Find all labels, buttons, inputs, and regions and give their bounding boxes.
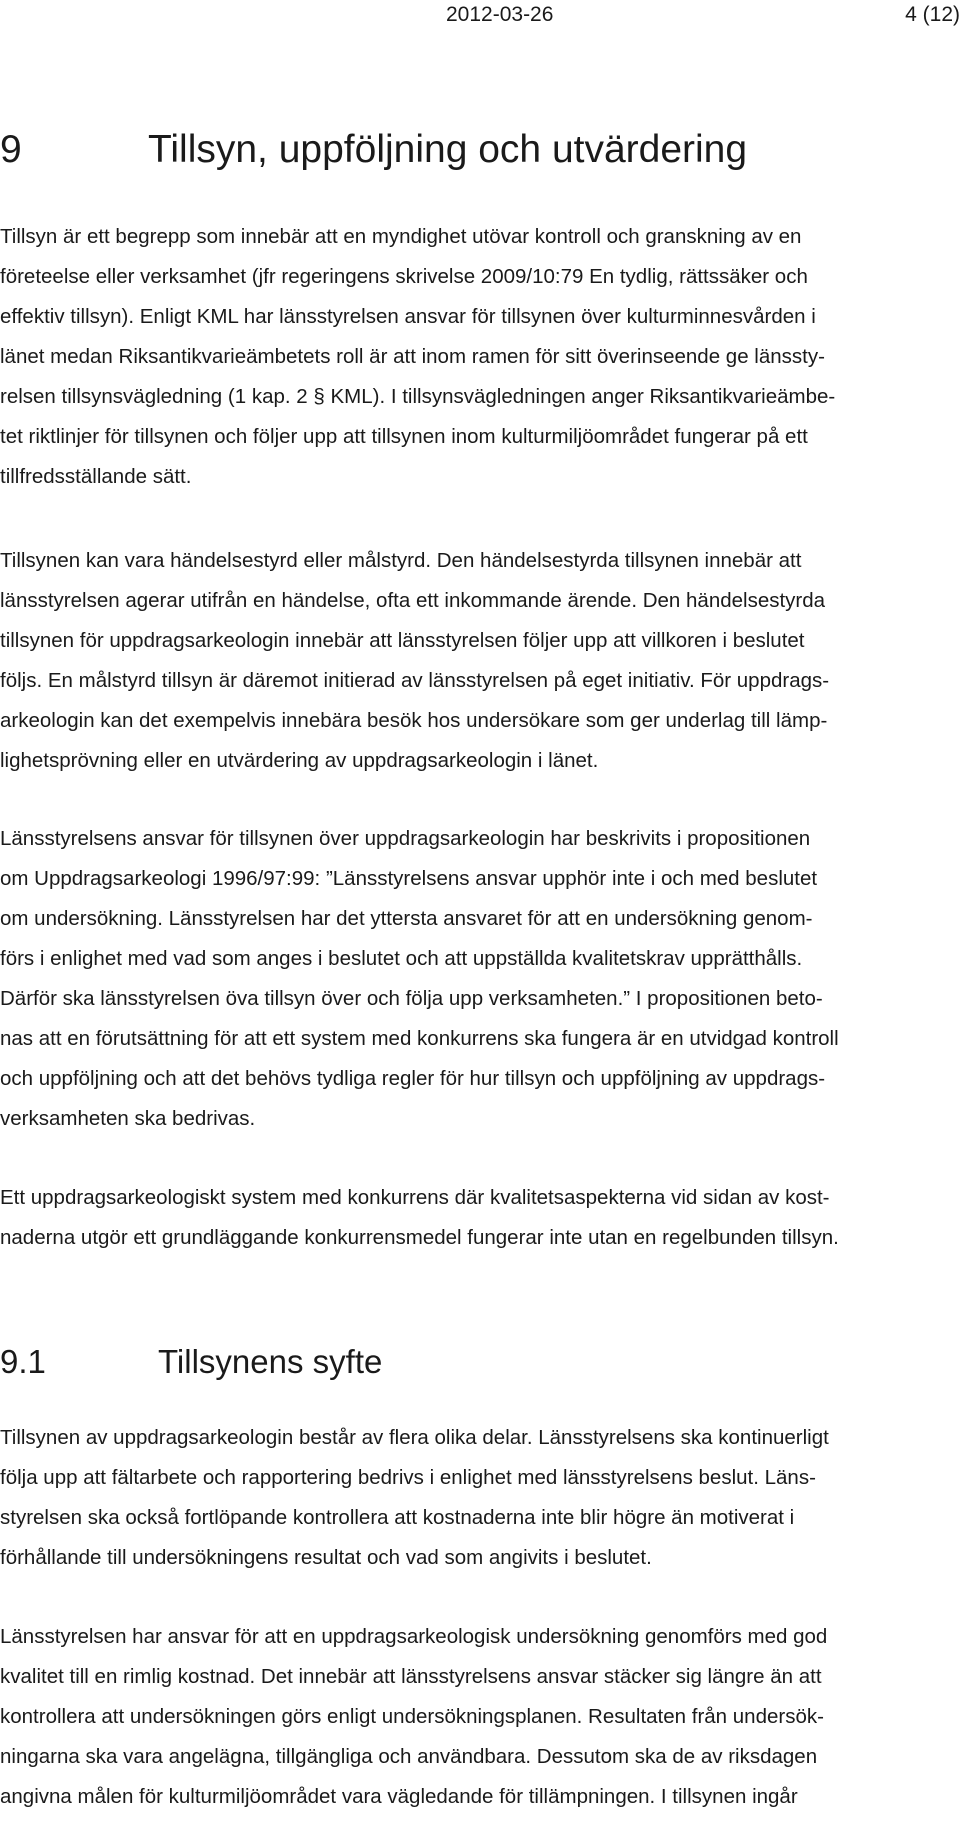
- text-line: verksamheten ska bedrivas.: [0, 1107, 256, 1130]
- document-date: 2012-03-26: [446, 3, 554, 26]
- text-line: kontrollera att undersökningen görs enligt undersökningsplanen. Resultaten från undersök-: [0, 1705, 824, 1728]
- section-number: 9: [0, 128, 22, 171]
- text-line: nas att en förutsättning för att ett system med konkurrens ska fungera är en utvidgad kontroll: [0, 1027, 839, 1050]
- paragraph: [0, 819, 960, 1139]
- subsection-title: Tillsynens syfte: [158, 1343, 383, 1380]
- text-line: länet medan Riksantikvarieämbetets roll är att inom ramen för sitt överinseende ge länssty-: [0, 345, 825, 368]
- text-line: företeelse eller verksamhet (jfr regeringens skrivelse 2009/10:79 En tydlig, rättssäker och: [0, 265, 808, 288]
- text-line: lighetsprövning eller en utvärdering av uppdragsarkeologin i länet.: [0, 749, 599, 772]
- text-line: och uppföljning och att det behövs tydliga regler för hur tillsyn och uppföljning av uppdrags-: [0, 1067, 826, 1090]
- text-line: kvalitet till en rimlig kostnad. Det innebär att länsstyrelsens ansvar stäcker sig längre än att: [0, 1665, 822, 1688]
- text-line: naderna utgör ett grundläggande konkurrensmedel fungerar inte utan en regelbunden tillsyn.: [0, 1226, 839, 1249]
- text-line: förs i enlighet med vad som anges i beslutet och att uppställda kvalitetskrav upprätthålls.: [0, 947, 803, 970]
- text-line: Ett uppdragsarkeologiskt system med konkurrens där kvalitetsaspekterna vid sidan av kost-: [0, 1186, 830, 1209]
- text-line: tillfredsställande sätt.: [0, 465, 192, 488]
- text-line: Tillsyn är ett begrepp som innebär att en myndighet utövar kontroll och granskning av en: [0, 225, 802, 248]
- paragraph: [0, 1617, 960, 1817]
- text-line: ningarna ska vara angelägna, tillgängliga och användbara. Dessutom ska de av riksdagen: [0, 1745, 818, 1768]
- subsection-number: 9.1: [0, 1343, 46, 1380]
- text-line: förhållande till undersökningens resultat och vad som angivits i beslutet.: [0, 1546, 652, 1569]
- text-line: tet riktlinjer för tillsynen och följer upp att tillsynen inom kulturmiljöområdet fungerar på ett: [0, 425, 808, 448]
- page-header: [0, 0, 960, 30]
- text-line: effektiv tillsyn). Enligt KML har länsstyrelsen ansvar för tillsynen över kulturminnesvården i: [0, 305, 816, 328]
- text-line: om undersökning. Länsstyrelsen har det yttersta ansvaret för att en undersökning genom-: [0, 907, 813, 930]
- text-line: Länsstyrelsens ansvar för tillsynen över uppdragsarkeologin har beskrivits i propositionen: [0, 827, 811, 850]
- text-line: Länsstyrelsen har ansvar för att en uppdragsarkeologisk undersökning genomförs med god: [0, 1625, 828, 1648]
- paragraph: [0, 1418, 960, 1578]
- text-line: arkeologin kan det exempelvis innebära besök hos undersökare som ger underlag till lämp-: [0, 709, 828, 732]
- text-line: länsstyrelsen agerar utifrån en händelse, ofta ett inkommande ärende. Den händelsestyrda: [0, 589, 826, 612]
- paragraph: [0, 541, 960, 781]
- text-line: relsen tillsynsvägledning (1 kap. 2 § KML). I tillsynsvägledningen anger Riksantikvarieämbe-: [0, 385, 836, 408]
- text-line: Tillsynen av uppdragsarkeologin består av flera olika delar. Länsstyrelsens ska kontinuerligt: [0, 1426, 829, 1449]
- page-number: 4 (12): [905, 3, 960, 26]
- section-title: Tillsyn, uppföljning och utvärdering: [148, 128, 748, 171]
- paragraph: [0, 1178, 960, 1258]
- text-line: följa upp att fältarbete och rapportering bedrivs i enlighet med länsstyrelsens beslut. Läns-: [0, 1466, 816, 1489]
- paragraph: [0, 217, 960, 497]
- text-line: om Uppdragsarkeologi 1996/97:99: ”Länsstyrelsens ansvar upphör inte i och med beslutet: [0, 867, 818, 890]
- text-line: Tillsynen kan vara händelsestyrd eller målstyrd. Den händelsestyrda tillsynen innebär att: [0, 549, 802, 572]
- text-line: angivna målen för kulturmiljöområdet vara vägledande för tillämpningen. I tillsynen ingår: [0, 1785, 798, 1808]
- text-line: följs. En målstyrd tillsyn är däremot initierad av länsstyrelsen på eget initiativ. För uppdrags-: [0, 669, 830, 692]
- text-line: styrelsen ska också fortlöpande kontrollera att kostnaderna inte blir högre än motiverat i: [0, 1506, 795, 1529]
- text-line: tillsynen för uppdragsarkeologin innebär att länsstyrelsen följer upp att villkoren i beslutet: [0, 629, 805, 652]
- text-line: Därför ska länsstyrelsen öva tillsyn över och följa upp verksamheten.” I propositionen beto-: [0, 987, 823, 1010]
